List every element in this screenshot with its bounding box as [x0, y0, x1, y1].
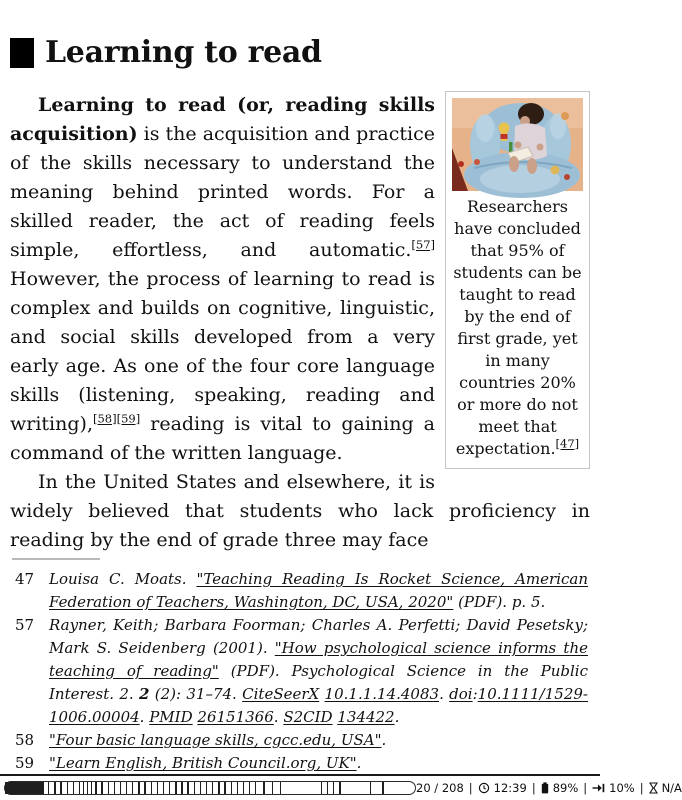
clock-icon	[478, 782, 490, 794]
chapter-tick	[333, 782, 334, 794]
figure-photo-child-reading[interactable]	[452, 98, 583, 191]
chapter-tick	[194, 782, 195, 794]
chapter-tick	[120, 782, 121, 794]
citation-link[interactable]: CiteSeerX	[242, 685, 320, 703]
chapter-tick	[60, 782, 61, 794]
chapter-tick	[169, 782, 170, 794]
text-run: (PDF). p. 5.	[453, 593, 546, 611]
chapter-tick	[157, 782, 158, 794]
footnote-number[interactable]: 57	[15, 616, 35, 634]
footnotes-list	[10, 568, 590, 775]
citation-link[interactable]: 10.1111/1529-1006.00004	[49, 685, 588, 726]
figure-caption	[451, 196, 584, 460]
paragraph-second	[10, 468, 590, 555]
text-run: reading is vital to gaining a command of the written language.	[10, 413, 435, 464]
text-run: .	[356, 754, 362, 772]
chapter-tick	[370, 782, 371, 794]
chapter-tick	[126, 782, 127, 794]
chapter-tick	[263, 782, 264, 794]
chapter-tick	[95, 782, 96, 794]
chapter-tick	[212, 782, 213, 794]
chapter-tick	[54, 782, 55, 794]
text-run: Louisa C. Moats.	[49, 570, 197, 588]
chapter-tick	[206, 782, 207, 794]
footnote-item	[10, 614, 590, 729]
chapter-tick	[101, 782, 102, 794]
footnote-number[interactable]: 47	[15, 570, 35, 588]
citation-link[interactable]: 26151366	[197, 708, 274, 726]
status-readout[interactable]	[416, 781, 682, 795]
battery-level: 89%	[552, 781, 579, 795]
footnote-text	[49, 729, 590, 752]
footnote-item	[10, 752, 590, 775]
figure-box	[445, 91, 590, 469]
separator: |	[531, 781, 536, 795]
chapter-tick	[138, 782, 139, 794]
citation-link[interactable]: doi	[449, 685, 473, 703]
citation-link[interactable]: PMID	[149, 708, 193, 726]
text-run: 2	[139, 685, 150, 703]
citation-link[interactable]: "Learn English, British Council.org, UK"	[49, 754, 357, 772]
separator: |	[583, 781, 588, 795]
chapter-tick	[218, 782, 219, 794]
chapter-tick	[181, 782, 182, 794]
chapter-tick	[187, 782, 188, 794]
text-run: Learning to read (or, reading skills acquisition)	[10, 94, 435, 145]
footnote-text	[49, 614, 590, 729]
battery-icon	[541, 782, 549, 794]
citation-link[interactable]: "Four basic language skills, cgcc.edu, USA"	[49, 731, 382, 749]
progress-fill	[5, 782, 44, 794]
text-run: .	[273, 708, 284, 726]
article-content	[10, 91, 590, 551]
chapter-tick	[132, 782, 133, 794]
text-run: In the United States and elsewhere, it is widely believed that students who lack proficiency in reading by the end of grade three may face	[10, 471, 590, 551]
text-run: .	[139, 708, 150, 726]
status-bar[interactable]	[0, 774, 682, 800]
citation-link[interactable]: S2CID	[283, 708, 333, 726]
citation-link[interactable]: "Teaching Reading Is Rocket Science, American Federation of Teachers, Washington, DC, USA, 2020"	[49, 570, 588, 611]
reference-link[interactable]: [58]	[93, 411, 117, 426]
chapter-tick	[339, 782, 340, 794]
text-run: Rayner, Keith; Barbara Foorman; Charles A. Perfetti; David Pesetsky; Mark S. Seidenberg (2001).	[49, 616, 588, 657]
chapter-tick	[73, 782, 74, 794]
chapter-tick	[280, 782, 281, 794]
text-run: .	[381, 731, 387, 749]
chapter-tick	[243, 782, 244, 794]
chapter-time-left: N/A	[661, 781, 682, 795]
citation-link[interactable]: 134422	[337, 708, 395, 726]
chapter-tick	[231, 782, 232, 794]
clock-time: 12:39	[493, 781, 527, 795]
text-run: However, the process of learning to read is complex and builds on cognitive, linguistic, and social skills developed from a very early age. As one of the four core language skills (listening, speaking, reading and writing),	[10, 268, 435, 435]
chapter-tick	[200, 782, 201, 794]
footnote-number[interactable]: 59	[15, 754, 35, 772]
chapter-tick	[272, 782, 273, 794]
text-run: .	[439, 685, 450, 703]
chapter-tick	[382, 782, 383, 794]
chapter-header	[10, 36, 590, 70]
book-progress-percent: 10%	[609, 781, 635, 795]
chapter-tick	[249, 782, 250, 794]
chapter-tick	[83, 782, 84, 794]
chapter-tick	[87, 782, 88, 794]
reference-link[interactable]: [57]	[411, 237, 435, 252]
chapter-tick	[67, 782, 68, 794]
chapter-tick	[151, 782, 152, 794]
text-run: :	[472, 685, 478, 703]
chapter-tick	[175, 782, 176, 794]
chapter-tick	[48, 782, 49, 794]
text-run: (PDF). Psychological Science in the Public Interest. 2.	[49, 662, 588, 703]
chapter-tick	[237, 782, 238, 794]
footnote-item	[10, 568, 590, 614]
page-title: Learning to read	[45, 35, 322, 70]
reading-progress-bar[interactable]	[4, 781, 416, 795]
citation-link[interactable]: "How psychological science informs the teaching of reading"	[49, 639, 588, 680]
separator: |	[468, 781, 473, 795]
chapter-tick	[327, 782, 328, 794]
chapter-bullet-square	[10, 38, 34, 68]
separator: |	[639, 781, 644, 795]
text-run: is the acquisition and practice of the skills necessary to understand the meaning behind printed words. For a skilled reader, the act of reading feels simple, effortless, and automatic.	[10, 123, 435, 261]
footnote-separator	[12, 558, 100, 560]
footnote-number[interactable]: 58	[15, 731, 35, 749]
chapter-tick	[108, 782, 109, 794]
footnote-text	[49, 568, 590, 614]
chapter-tick	[255, 782, 256, 794]
page-count: 20 / 208	[416, 781, 464, 795]
chapter-tick	[79, 782, 80, 794]
chapter-tick	[163, 782, 164, 794]
arrow-to-bar-icon	[592, 783, 605, 793]
chapter-tick	[114, 782, 115, 794]
chapter-tick	[321, 782, 322, 794]
text-run: Researchers have concluded that 95% of students can be taught to read by the end of first grade, yet in many countries 20% or more do not meet that expectation.	[453, 197, 582, 458]
chapter-tick	[91, 782, 92, 794]
footnote-item	[10, 729, 590, 752]
text-run: .	[394, 708, 400, 726]
text-run: (2): 31–74.	[149, 685, 243, 703]
hourglass-icon	[649, 782, 658, 794]
chapter-tick	[224, 782, 225, 794]
reference-link[interactable]: [47]	[555, 436, 580, 451]
footnote-text	[49, 752, 590, 775]
reference-link[interactable]: [59]	[116, 411, 141, 426]
chapter-tick	[144, 782, 145, 794]
citation-link[interactable]: 10.1.1.14.4083	[324, 685, 440, 703]
